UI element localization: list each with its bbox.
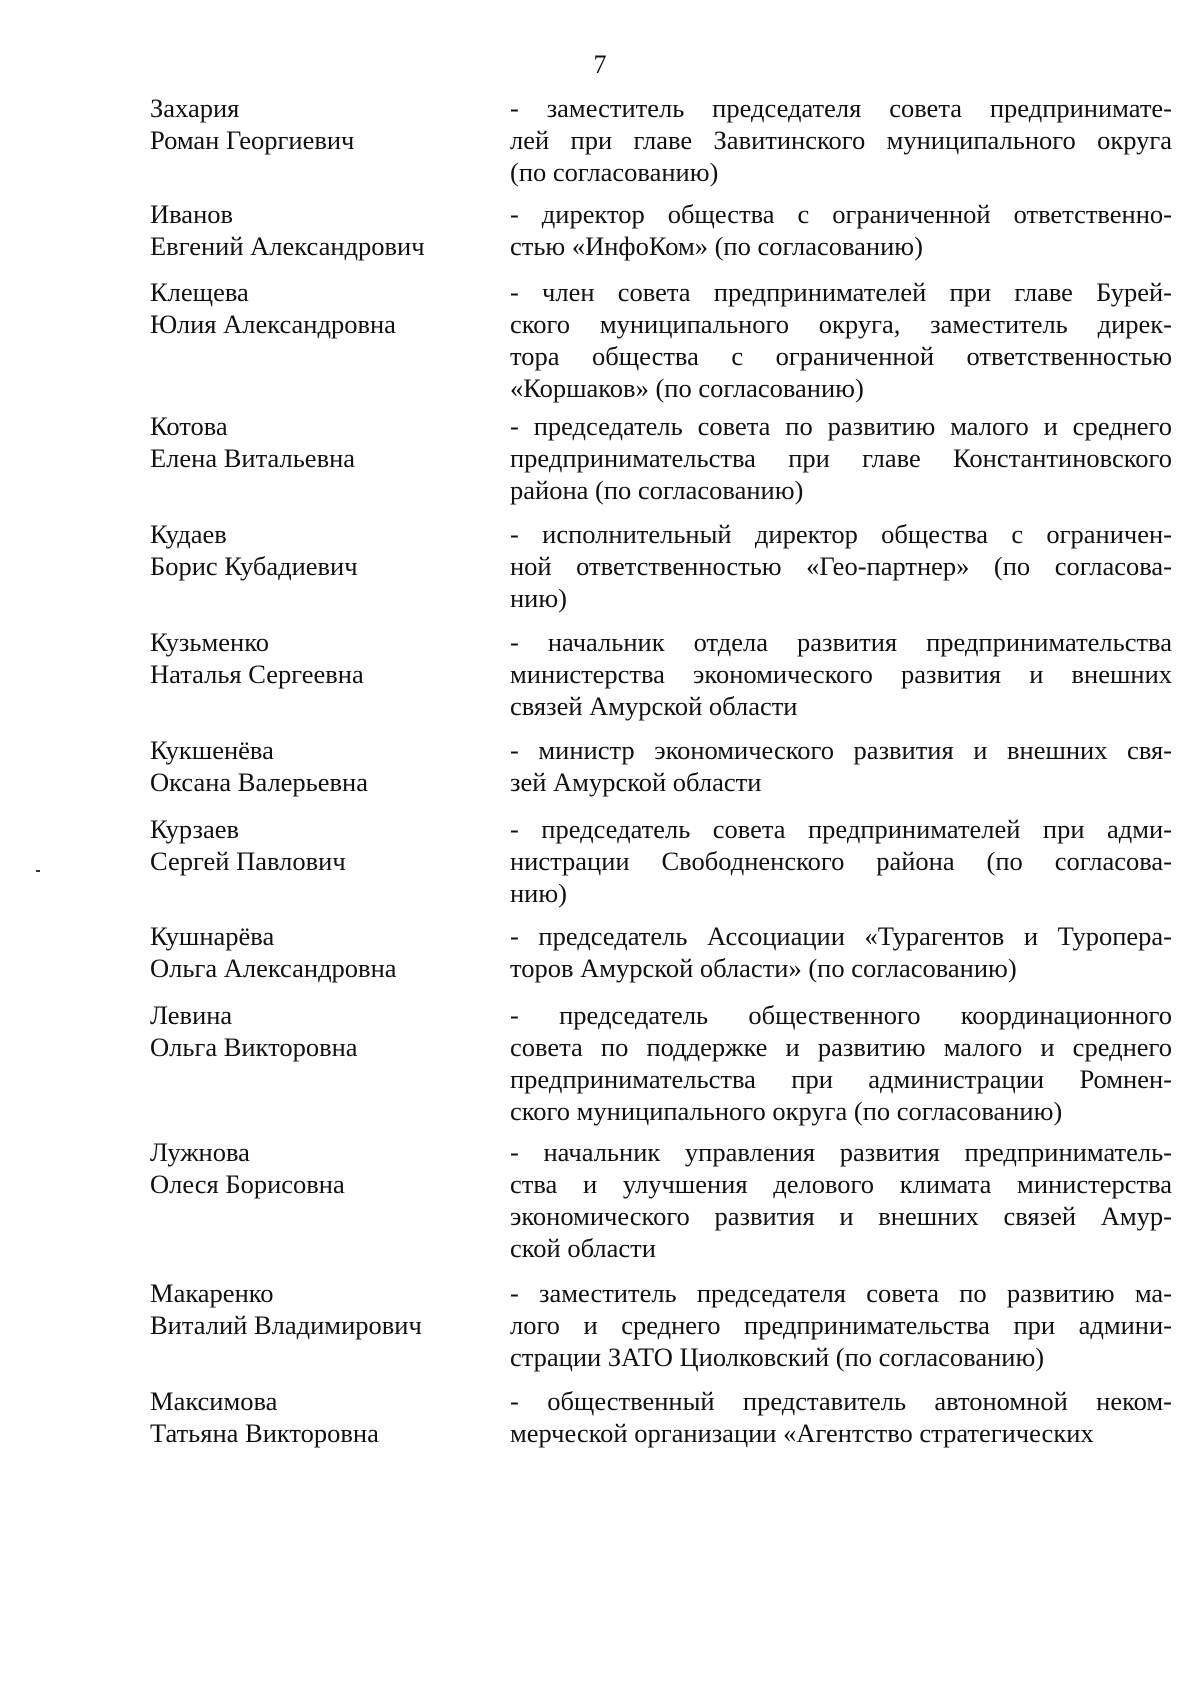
role-line: ства и улучшения делового климата министерства: [510, 1169, 1172, 1199]
member-name: [150, 734, 490, 798]
role-line: страции ЗАТО Циолковский (по согласованию): [510, 1342, 1045, 1372]
member-role: [510, 920, 1172, 984]
role-line: ского муниципального округа, заместитель дирек-: [510, 309, 1172, 339]
member-name: [150, 813, 490, 877]
role-line: министерства экономического развития и внешних: [510, 659, 1172, 689]
role-line: лей при главе Завитинского муниципального округа: [510, 125, 1172, 155]
member-surname: Левина: [150, 1000, 233, 1030]
member-name: [150, 1277, 490, 1341]
member-given-names: Наталья Сергеевна: [150, 659, 364, 689]
member-role: [510, 410, 1172, 506]
role-line: - директор общества с ограниченной ответственно-: [510, 199, 1172, 229]
member-given-names: Борис Кубадиевич: [150, 551, 358, 581]
member-role: [510, 1136, 1172, 1264]
member-role: [510, 1385, 1172, 1449]
role-line: совета по поддержке и развитию малого и среднего: [510, 1032, 1172, 1062]
member-role: [510, 1277, 1172, 1373]
role-line: тора общества с ограниченной ответственностью: [510, 341, 1172, 371]
member-given-names: Евгений Александрович: [150, 231, 425, 261]
role-line: мерческой организации «Агентство стратегических: [510, 1418, 1094, 1448]
role-line: (по согласованию): [510, 157, 719, 187]
member-surname: Максимова: [150, 1386, 278, 1416]
member-role: [510, 626, 1172, 722]
member-name: [150, 1385, 490, 1449]
member-surname: Макаренко: [150, 1278, 274, 1308]
member-given-names: Роман Георгиевич: [150, 125, 355, 155]
member-name: [150, 999, 490, 1063]
role-line: торов Амурской области» (по согласованию): [510, 953, 1017, 983]
role-line: зей Амурской области: [510, 767, 762, 797]
member-surname: Захария: [150, 93, 240, 123]
member-surname: Лужнова: [150, 1137, 250, 1167]
role-line: - председатель Ассоциации «Турагентов и Туропера-: [510, 921, 1172, 951]
member-given-names: Сергей Павлович: [150, 846, 346, 876]
role-line: «Коршаков» (по согласованию): [510, 373, 864, 403]
member-role: [510, 518, 1172, 614]
member-given-names: Ольга Викторовна: [150, 1032, 358, 1062]
role-line: ского муниципального округа (по согласованию): [510, 1096, 1063, 1126]
page-number: 7: [593, 50, 607, 79]
role-line: - заместитель председателя совета предпринимате-: [510, 93, 1172, 123]
member-name: [150, 626, 490, 690]
role-line: ской области: [510, 1233, 656, 1263]
role-line: - заместитель председателя совета по развитию ма-: [510, 1278, 1172, 1308]
role-line: - председатель общественного координационного: [510, 1000, 1172, 1030]
role-line: лого и среднего предпринимательства при админи-: [510, 1310, 1172, 1340]
member-name: [150, 198, 490, 262]
role-line: связей Амурской области: [510, 691, 798, 721]
member-surname: Клещева: [150, 277, 249, 307]
member-given-names: Татьяна Викторовна: [150, 1418, 379, 1448]
member-surname: Кукшенёва: [150, 735, 274, 765]
member-role: [510, 198, 1172, 262]
member-name: [150, 1136, 490, 1200]
role-line: - начальник управления развития предприниматель-: [510, 1137, 1172, 1167]
role-line: - начальник отдела развития предпринимательства: [510, 627, 1172, 657]
member-name: [150, 518, 490, 582]
member-role: [510, 734, 1172, 798]
member-role: [510, 92, 1172, 188]
member-surname: Кузьменко: [150, 627, 269, 657]
role-line: - председатель совета по развитию малого и среднего: [510, 411, 1172, 441]
role-line: предпринимательства при администрации Ромнен-: [510, 1064, 1172, 1094]
role-line: - министр экономического развития и внешних свя-: [510, 735, 1172, 765]
role-line: нию): [510, 878, 567, 908]
member-surname: Кушнарёва: [150, 921, 275, 951]
scan-speck: [36, 870, 40, 872]
member-surname: Курзаев: [150, 814, 240, 844]
member-name: [150, 92, 490, 156]
role-line: стью «ИнфоКом» (по согласованию): [510, 231, 923, 261]
member-role: [510, 813, 1172, 909]
member-name: [150, 920, 490, 984]
role-line: ной ответственностью «Гео-партнер» (по согласова-: [510, 551, 1172, 581]
member-given-names: Оксана Валерьевна: [150, 767, 368, 797]
role-line: нию): [510, 583, 567, 613]
member-given-names: Ольга Александровна: [150, 953, 397, 983]
member-role: [510, 999, 1172, 1127]
role-line: - общественный представитель автономной неком-: [510, 1386, 1172, 1416]
member-surname: Котова: [150, 411, 228, 441]
member-name: [150, 276, 490, 340]
role-line: предпринимательства при главе Константиновского: [510, 443, 1172, 473]
role-line: - исполнительный директор общества с ограничен-: [510, 519, 1172, 549]
member-given-names: Виталий Владимирович: [150, 1310, 422, 1340]
role-line: - председатель совета предпринимателей при адми-: [510, 814, 1172, 844]
member-role: [510, 276, 1172, 404]
member-surname: Кудаев: [150, 519, 227, 549]
member-name: [150, 410, 490, 474]
role-line: нистрации Свободненского района (по согласова-: [510, 846, 1172, 876]
member-given-names: Олеся Борисовна: [150, 1169, 345, 1199]
member-given-names: Елена Витальевна: [150, 443, 356, 473]
member-surname: Иванов: [150, 199, 234, 229]
role-line: экономического развития и внешних связей Амур-: [510, 1201, 1172, 1231]
role-line: - член совета предпринимателей при главе Бурей-: [510, 277, 1172, 307]
role-line: района (по согласованию): [510, 475, 804, 505]
member-given-names: Юлия Александровна: [150, 309, 396, 339]
